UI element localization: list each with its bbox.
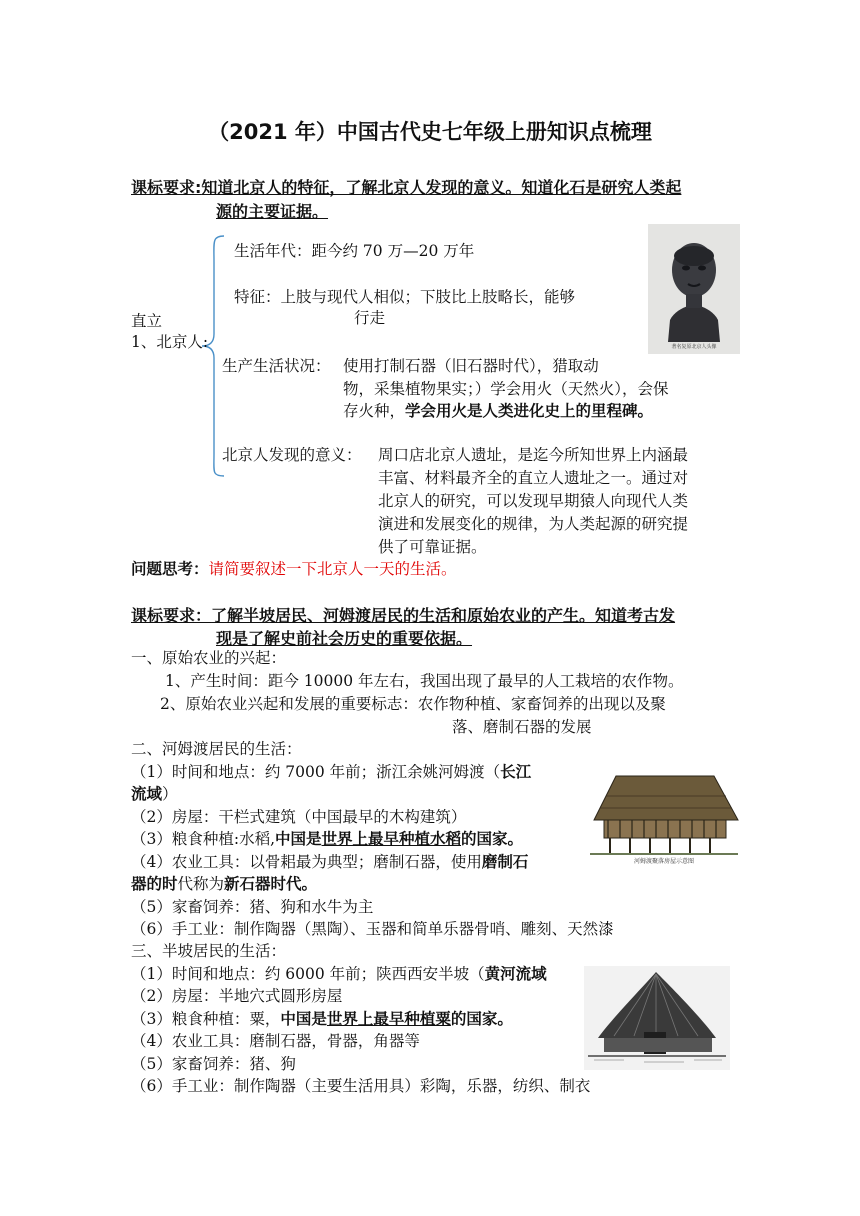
hemudu-3-a: （3）粮食种植:水稻, [131, 830, 276, 848]
banpo-1 [131, 963, 547, 985]
hemudu-1-b: 长江 [500, 762, 532, 781]
beijing-feature-cont: 行走 [354, 309, 386, 327]
heading-banpo: 三、半坡居民的生活： [131, 942, 287, 960]
curriculum-requirement-1 [131, 175, 681, 198]
hemudu-caption: 河姆渡聚落房屋示意图 [633, 858, 694, 865]
heading-hemudu: 二、河姆渡居民的生活： [131, 740, 302, 758]
req-label-2: 课标要求： [131, 606, 212, 625]
hemudu-1-c: 流域 [131, 784, 163, 803]
heading-agriculture: 一、原始农业的兴起： [131, 649, 287, 667]
production-line-3-a: 存火种， [343, 402, 406, 420]
req-label: 课标要求: [131, 178, 202, 197]
question-text: 请简要叙述一下北京人一天的生活。 [208, 560, 457, 578]
beijing-feature: 特征：上肢与现代人相似；下肢比上肢略长，能够 [234, 288, 576, 306]
banpo-1-a: （1）时间和地点：约 6000 年前；陕西西安半坡（ [131, 965, 485, 983]
banpo-3-d: 的国家。 [450, 1009, 513, 1028]
hemudu-3 [131, 828, 523, 850]
hemudu-1-a: （1）时间和地点：约 7000 年前；浙江余姚河姆渡（ [131, 763, 501, 781]
hemudu-1-d: ） [162, 785, 178, 803]
hemudu-2: （2）房屋：干栏式建筑（中国最早的木构建筑） [131, 808, 467, 826]
beijing-man-image [648, 224, 740, 354]
hemudu-4-cont [131, 873, 317, 895]
banpo-1-b: 黄河流域 [484, 964, 547, 983]
hemudu-5: （5）家畜饲养：猪、狗和水牛为主 [131, 898, 374, 916]
hemudu-4-a: （4）农业工具：以骨耜最为典型；磨制石器，使用 [131, 853, 482, 871]
banpo-3-c: 世界上最早种植粟 [326, 1009, 451, 1028]
banpo-2: （2）房屋：半地穴式圆形房屋 [131, 987, 343, 1005]
hemudu-house-image [586, 766, 742, 870]
image-caption: 著名复原北京人头像 [671, 344, 717, 350]
hemudu-1-cont [131, 783, 178, 805]
significance-line-1: 周口店北京人遗址，是迄今所知世界上内涵最 [378, 446, 689, 464]
significance-line-2: 丰富、材料最齐全的直立人遗址之一。通过对 [378, 469, 689, 487]
banpo-5: （5）家畜饲养：猪、狗 [131, 1055, 296, 1073]
beijing-label: 1、北京人: [131, 333, 209, 351]
hemudu-4-d: 代称为 [177, 875, 225, 893]
req-text: 知道北京人的特征，了解北京人发现的意义。知道化石是研究人类起 [201, 178, 682, 197]
question [131, 558, 457, 580]
significance-line-4: 演进和发展变化的规律，为人类起源的研究提 [378, 515, 689, 533]
hemudu-4-c: 器的时 [131, 874, 178, 893]
fire-milestone: 学会用火是人类进化史上的里程碑。 [405, 401, 654, 420]
round-hut-icon [584, 966, 730, 1070]
zhili-label: 直立 [131, 312, 163, 330]
banpo-3-a: （3）粮食种植：粟， [131, 1010, 281, 1028]
question-label: 问题思考： [131, 559, 209, 578]
significance-label: 北京人发现的意义： [222, 446, 362, 464]
hemudu-4 [131, 851, 528, 873]
hemudu-3-d: 的国家。 [461, 829, 524, 848]
req-text-2-cont: 现是了解史前社会历史的重要依据。 [216, 629, 473, 648]
hemudu-4-e: 新石器时代。 [224, 874, 318, 893]
significance-line-3: 北京人的研究，可以发现早期猿人向现代人类 [378, 492, 689, 510]
banpo-6: （6）手工业：制作陶器（主要生活用具）彩陶，乐器，纺织、制衣 [131, 1077, 591, 1095]
banpo-3-b: 中国是 [280, 1009, 327, 1028]
production-line-2: 物，采集植物果实；）学会用火（天然火），会保 [343, 380, 669, 398]
agriculture-time: 1、产生时间：距今 10000 年左右，我国出现了最早的人工栽培的农作物。 [165, 672, 684, 690]
agriculture-sign: 2、原始农业兴起和发展的重要标志：农作物种植、家畜饲养的出现以及聚 [160, 695, 666, 713]
hemudu-3-c: 世界上最早种植水稻 [321, 829, 462, 848]
req-text-cont: 源的主要证据。 [216, 202, 329, 221]
agriculture-sign-cont: 落、磨制石器的发展 [452, 718, 592, 736]
hemudu-6: （6）手工业：制作陶器（黑陶）、玉器和简单乐器骨哨、雕刻、天然漆 [131, 920, 614, 938]
stilt-house-icon [586, 766, 742, 870]
hemudu-4-b: 磨制石 [481, 852, 529, 871]
banpo-3 [131, 1008, 513, 1030]
production-label: 生产生活状况： [222, 357, 331, 375]
req-text-2: 了解半坡居民、河姆渡居民的生活和原始农业的产生。知道考古发 [211, 606, 676, 625]
beijing-era: 生活年代：距今约 70 万—20 万年 [234, 242, 475, 260]
significance-line-5: 供了可靠证据。 [378, 538, 487, 556]
production-line-1: 使用打制石器（旧石器时代），猎取动 [343, 357, 599, 375]
curriculum-requirement-2 [131, 603, 675, 626]
hemudu-3-b: 中国是 [275, 829, 322, 848]
banpo-house-image [584, 966, 730, 1070]
banpo-4: （4）农业工具：磨制石器，骨器，角器等 [131, 1032, 420, 1050]
production-line-3 [343, 400, 653, 422]
beijing-man-bust-icon [648, 224, 740, 354]
page-title: （2021 年）中国古代史七年级上册知识点梳理 [208, 120, 652, 144]
hemudu-1 [131, 761, 531, 783]
